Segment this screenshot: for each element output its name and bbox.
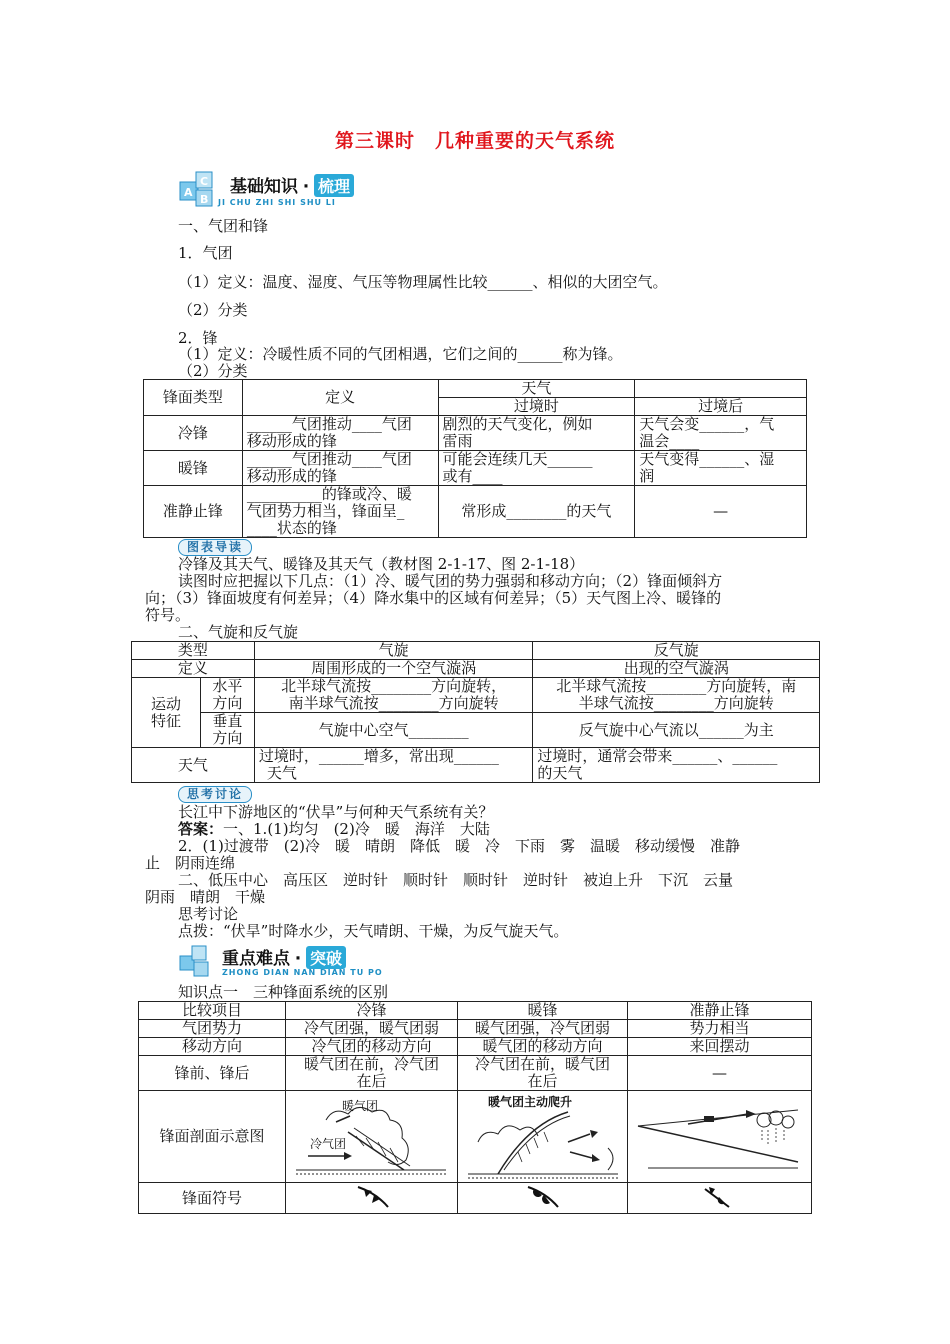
paragraph: 1．气团 bbox=[178, 244, 233, 262]
cell: 反气旋中心气流以______为主 bbox=[533, 713, 820, 748]
table-row: 气团势力 冷气团强，暖气团弱 暖气团强，冷气团弱 势力相当 bbox=[139, 1020, 812, 1038]
section-heading: 二、气旋和反气旋 bbox=[178, 623, 299, 641]
paragraph: 符号。 bbox=[145, 606, 191, 624]
header-after: 过境后 bbox=[635, 398, 807, 416]
row-sublabel: 垂直 方向 bbox=[200, 713, 254, 748]
table-row: 移动方向 冷气团的移动方向 暖气团的移动方向 来回摆动 bbox=[139, 1038, 812, 1056]
banner-main: 基础知识 bbox=[230, 177, 298, 197]
row-during: 剧烈的天气变化，例如 雷雨 bbox=[438, 416, 635, 451]
row-after: 天气变得______、湿 润 bbox=[635, 451, 807, 486]
answers-line: 点拨：“伏旱”时降水少，天气晴朗、干燥，为反气旋天气。 bbox=[178, 922, 569, 940]
row-definition: ______气团推动____气团 移动形成的锋 bbox=[242, 451, 438, 486]
svg-text:C: C bbox=[200, 175, 209, 188]
header-type: 类型 bbox=[132, 642, 255, 660]
banner-pinyin: ZHONG DIAN NAN DIAN TU PO bbox=[222, 968, 383, 977]
answers-line: 思考讨论 bbox=[178, 905, 239, 923]
paragraph: （1）定义：温度、湿度、气压等物理属性比较______、相似的大团空气。 bbox=[178, 273, 668, 291]
cold-front-diagram bbox=[286, 1091, 458, 1183]
abc-cube-icon bbox=[178, 168, 230, 214]
section-banner-basics bbox=[178, 168, 408, 216]
header-definition: 定义 bbox=[242, 380, 438, 416]
table-row: 锋面符号 bbox=[139, 1183, 812, 1214]
page-title: 第三课时 几种重要的天气系统 bbox=[334, 130, 615, 152]
table-row bbox=[144, 416, 807, 451]
row-label: 运动 特征 bbox=[132, 678, 201, 748]
answers-line: 阴雨 晴朗 干燥 bbox=[145, 888, 266, 906]
knowledge-point-heading: 知识点一 三种锋面系统的区别 bbox=[178, 983, 389, 1001]
cell: 周围形成的一个空气漩涡 bbox=[254, 660, 533, 678]
header-anticyclone: 反气旋 bbox=[533, 642, 820, 660]
section-pill-chart-reading: 图表导读 bbox=[178, 539, 252, 556]
paragraph: （1）定义：冷暖性质不同的气团相遇，它们之间的______称为锋。 bbox=[178, 345, 623, 363]
svg-text:B: B bbox=[200, 193, 209, 206]
row-definition: ______气团推动____气团 移动形成的锋 bbox=[242, 416, 438, 451]
banner-dot: · bbox=[302, 177, 310, 197]
section-banner-keypoints bbox=[178, 942, 408, 984]
table-row: 锋面剖面示意图 暖气团 冷气团 暖气团主动爬升 bbox=[139, 1091, 812, 1183]
header-weather: 天气 bbox=[438, 380, 635, 398]
cell: 过境时，______增多，常出现______ 天气 bbox=[254, 748, 533, 783]
svg-text:暖气团: 暖气团 bbox=[342, 1098, 379, 1113]
cubes-icon bbox=[178, 944, 222, 980]
answers-line: 答案：一、1.(1)均匀 (2)冷 暖 海洋 大陆 bbox=[178, 820, 490, 838]
svg-text:冷气团: 冷气团 bbox=[310, 1136, 347, 1151]
row-after: 天气会变______，气 温会____ bbox=[635, 416, 807, 451]
banner-dot: · bbox=[294, 949, 302, 969]
banner-pinyin: JI CHU ZHI SHI SHU LI bbox=[218, 198, 336, 207]
row-definition: __________的锋或冷、暖 气团势力相当，锋面呈_ ____状态的锋 bbox=[242, 486, 438, 538]
cell: 气旋中心空气________ bbox=[254, 713, 533, 748]
warm-front-symbol-icon bbox=[458, 1183, 628, 1214]
row-label: 天气 bbox=[132, 748, 255, 783]
stationary-front-diagram bbox=[627, 1091, 811, 1183]
svg-text:暖气团主动爬升: 暖气团主动爬升 bbox=[488, 1094, 573, 1109]
row-label: 定义 bbox=[132, 660, 255, 678]
row-during: 可能会连续几天______ 或有____ bbox=[438, 451, 635, 486]
front-comparison-table bbox=[138, 1001, 812, 1214]
header-type: 锋面类型 bbox=[144, 380, 243, 416]
section-pill-discussion: 思考讨论 bbox=[178, 786, 252, 803]
banner-main: 重点难点 bbox=[222, 949, 290, 969]
header-cell: 冷锋 bbox=[286, 1002, 458, 1020]
header-during: 过境时 bbox=[438, 398, 635, 416]
cell: 出现的空气漩涡 bbox=[533, 660, 820, 678]
warm-front-diagram bbox=[458, 1091, 628, 1183]
header-cell: 比较项目 bbox=[139, 1002, 286, 1020]
cyclone-table bbox=[131, 641, 820, 783]
header-cell: 准静止锋 bbox=[627, 1002, 811, 1020]
cell: 北半球气流按________方向旋转， 南半球气流按________方向旋转 bbox=[254, 678, 533, 713]
row-type: 暖锋 bbox=[144, 451, 243, 486]
table-row bbox=[144, 451, 807, 486]
row-after: — bbox=[635, 486, 807, 538]
paragraph: 长江中下游地区的“伏旱”与何种天气系统有关？ bbox=[178, 803, 494, 821]
paragraph: （2）分类 bbox=[178, 362, 248, 380]
row-during: 常形成________的天气 bbox=[438, 486, 635, 538]
section-heading: 一、气团和锋 bbox=[178, 217, 269, 235]
header-cell: 暖锋 bbox=[458, 1002, 628, 1020]
svg-text:A: A bbox=[184, 186, 193, 199]
cell: 过境时，通常会带来______、______ 的天气 bbox=[533, 748, 820, 783]
table-row bbox=[144, 486, 807, 538]
front-types-table bbox=[143, 379, 807, 538]
answers-line: 二、低压中心 高压区 逆时针 顺时针 顺时针 逆时针 被迫上升 下沉 云量 bbox=[178, 871, 734, 889]
answers-line: 2．(1)过渡带 (2)冷 暖 晴朗 降低 暖 冷 下雨 雾 温暖 移动缓慢 准静 bbox=[178, 837, 741, 855]
paragraph: 读图时应把握以下几点：（1）冷、暖气团的势力强弱和移动方向；（2）锋面倾斜方 bbox=[178, 572, 723, 590]
banner-tag: 梳理 bbox=[314, 174, 354, 197]
row-type: 冷锋 bbox=[144, 416, 243, 451]
paragraph: 2．锋 bbox=[178, 329, 218, 347]
stationary-front-symbol-icon bbox=[627, 1183, 811, 1214]
cell: 北半球气流按________方向旋转，南 半球气流按________方向旋转 bbox=[533, 678, 820, 713]
cold-front-symbol-icon bbox=[286, 1183, 458, 1214]
table-row: 锋前、锋后 暖气团在前，冷气团 在后 冷气团在前，暖气团 在后 — bbox=[139, 1056, 812, 1091]
header-cyclone: 气旋 bbox=[254, 642, 533, 660]
paragraph: 向；（3）锋面坡度有何差异；（4）降水集中的区域有何差异；（5）天气图上冷、暖锋的 bbox=[145, 589, 722, 607]
row-sublabel: 水平 方向 bbox=[200, 678, 254, 713]
paragraph: （2）分类 bbox=[178, 301, 248, 319]
banner-tag: 突破 bbox=[306, 946, 346, 969]
row-type: 准静止锋 bbox=[144, 486, 243, 538]
answers-line: 止 阴雨连绵 bbox=[145, 854, 236, 872]
paragraph: 冷锋及其天气、暖锋及其天气（教材图 2-1-17、图 2-1-18） bbox=[178, 555, 585, 573]
